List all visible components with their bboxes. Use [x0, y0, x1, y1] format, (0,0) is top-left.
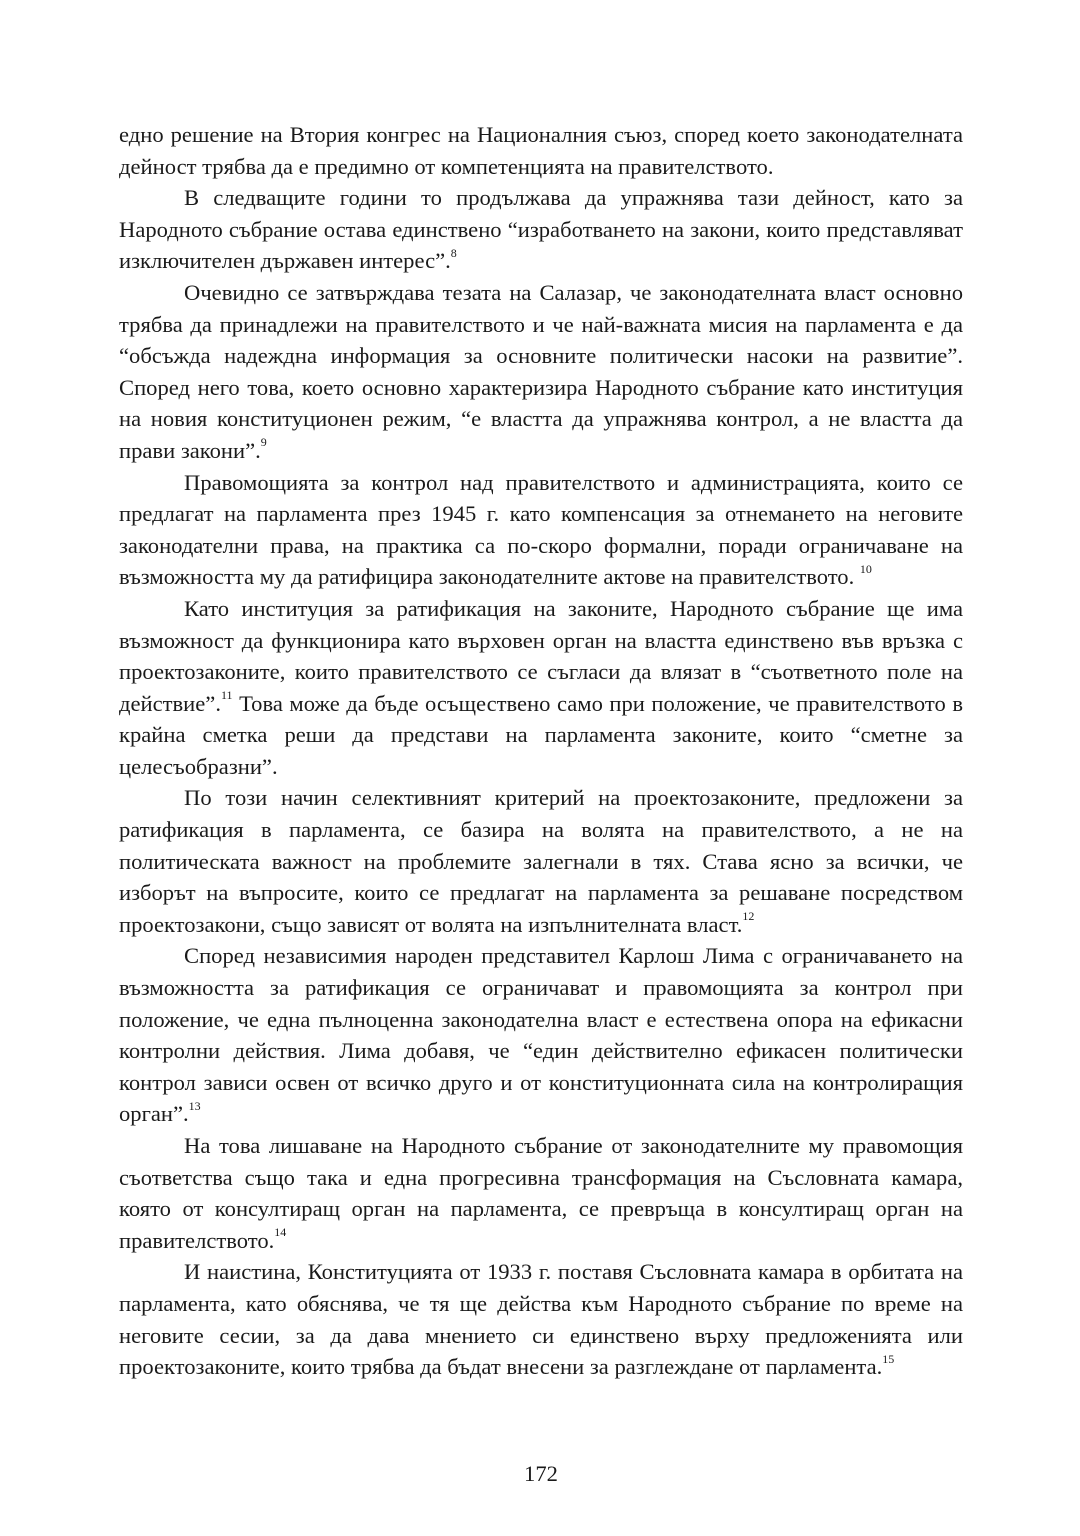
- footnote-ref-13[interactable]: 13: [188, 1098, 201, 1113]
- paragraph-7: Според независимия народен представител Карлош Лима с ограничаването на възможността за ратификация се ограничават и правомощията за контрол при положение, че една пълноценна законодателна власт е естествена опора на ефикасни контролни действия. Лима добавя, че “един действително ефикасен политически контрол зависи освен от всичко друго и от конституционната сила на контролиращия орган”.$^{13}$: [119, 943, 963, 1127]
- page-number: 172: [524, 1461, 558, 1486]
- footnote-ref-12[interactable]: 12: [742, 909, 755, 924]
- paragraph-5: Като институция за ратификация на законите, Народното събрание ще има възможност да функционира като върховен орган на властта единствено във връзка с проектозаконите, които правителството се съгласи да влязат в “съответното поле на действие”.$^{11}$ Това може да бъде осъществено само при положение, че правителството в крайна сметка реши да представи на парламента законите, които “сметне за целесъобразни”.: [119, 595, 963, 779]
- footnote-ref-15[interactable]: 15: [882, 1351, 895, 1366]
- footnote-ref-9[interactable]: 9: [260, 435, 267, 450]
- document-page: [119, 119, 963, 1509]
- footnote-ref-10[interactable]: 10: [859, 561, 872, 576]
- paragraph-8: На това лишаване на Народното събрание от законодателните му правомощия съответства също така и една прогресивна трансформация на Съсловната камара, която от консултиращ орган на парламента, се превръща в консултиращ орган на правителството.$^{14}$: [119, 1133, 963, 1253]
- paragraph-9: И наистина, Конституцията от 1933 г. поставя Съсловната камара в орбитата на парламента, като обяснява, че тя ще действа към Народното събрание по време на неговите сесии, за да дава мнението си единствено върху предложенията или проектозаконите, които трябва да бъдат внесени за разглеждане от парламента.$^{15}$: [119, 1259, 963, 1380]
- paragraph-6: По този начин селективният критерий на проектозаконите, предложени за ратификация в парламента, се базира на волята на правителството, а не на политическата важност на проблемите залегнали в тях. Става ясно за всички, че изборът на въпросите, които се предлагат на парламента за решаване посредством проектозакони, също зависят от волята на изпълнителната власт.$^{12}$: [119, 785, 963, 937]
- footnote-ref-14[interactable]: 14: [274, 1225, 287, 1240]
- paragraph-3: Очевидно се затвърждава тезата на Салазар, че законодателната власт основно трябва да принадлежи на правителството и че най-важната мисия на парламента е да “обсъжда надеждна информация за основните политически насоки на развитие”. Според него това, което основно характеризира Народното събрание като институция на новия конституционен режим, “е властта да упражнява контрол, а не властта да прави закони”.$^9$: [119, 279, 963, 463]
- paragraph-2: В следващите години то продължава да упражнява тази дейност, като за Народното събрание остава единствено “изработването на закони, които представляват изключителен държавен интерес”.$^8$: [119, 185, 963, 274]
- paragraph-1: едно решение на Втория конгрес на Националния съюз, според което законодателната дейност трябва да е предимно от компетенцията на правителството.: [119, 122, 963, 179]
- footnote-ref-11[interactable]: 11: [220, 688, 233, 703]
- paragraph-4: Правомощията за контрол над правителството и администрацията, които се предлагат на парламента през 1945 г. като компенсация за отнемането на неговите законодателни права, на практика са по-скоро формални, поради ограничаване на възможността му да ратифицира законодателните актове на правителството. $^{10}$: [119, 469, 963, 590]
- footnote-ref-8[interactable]: 8: [450, 245, 457, 260]
